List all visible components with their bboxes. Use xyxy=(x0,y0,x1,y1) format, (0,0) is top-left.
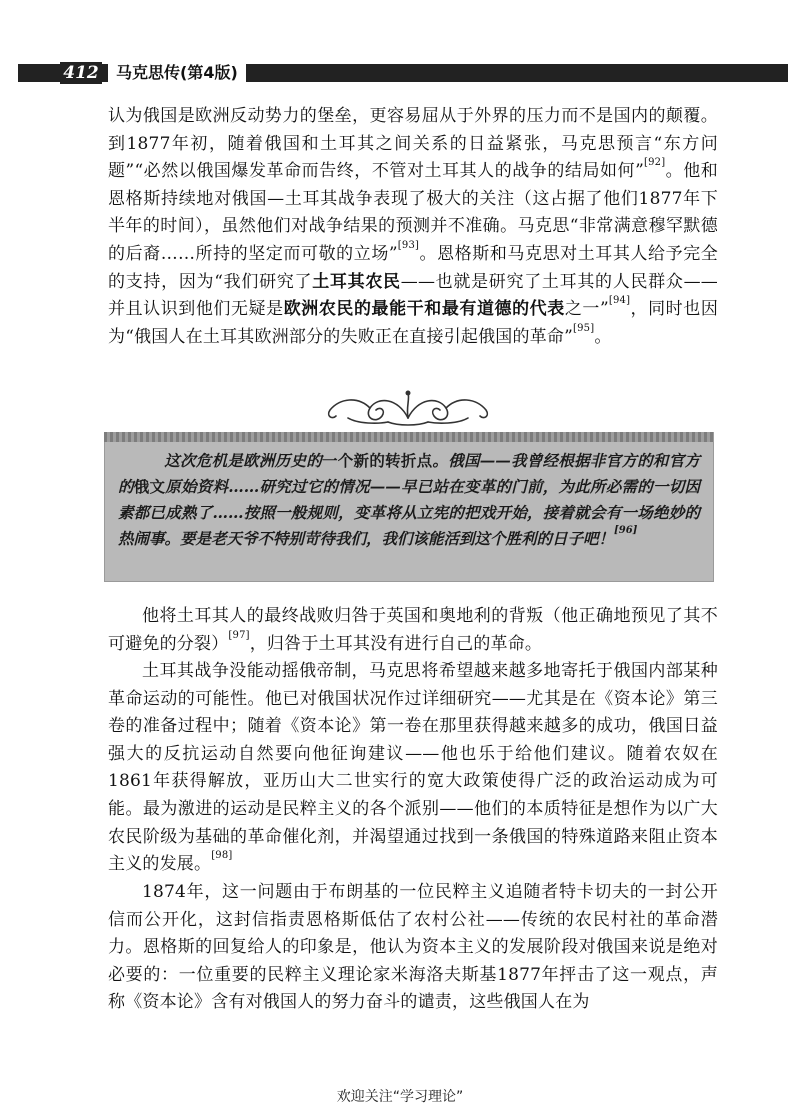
running-title: 马克思传(第4版) xyxy=(108,62,246,84)
p1-text-c: 。恩格斯和马克思对土耳其人给予完全的支持，因为“我们研究了 xyxy=(108,243,718,292)
p2-text-b: ，归咎于土耳其没有进行自己的革命。 xyxy=(249,633,543,654)
ornament-flourish-icon xyxy=(318,388,498,428)
footnote-ref-97[interactable]: [97] xyxy=(228,629,250,641)
footnote-ref-98[interactable]: [98] xyxy=(211,850,233,862)
footnote-ref-96[interactable]: [96] xyxy=(614,525,638,536)
p1-text-g: 。 xyxy=(594,326,612,347)
footnote-ref-94[interactable]: [94] xyxy=(608,295,631,307)
p1-text-b: 。他和恩格斯持续地对俄国—土耳其战争表现了极大的关注（这占据了他们1877年下半年的时间），虽然他们对战争结果的预测并不准确。马克思“非常满意穆罕默德的后裔……所持的坚定而可敬的立场” xyxy=(108,161,718,264)
footnote-ref-93[interactable]: [93] xyxy=(397,239,420,251)
p2-text-a: 他将土耳其人的最终战败归咎于英国和奥地利的背叛（他正确地预见了其不可避免的分裂） xyxy=(108,606,718,654)
p1-text-d: ——也就是研究了土耳其的人民群众——并且认识到他们无疑是 xyxy=(108,271,718,320)
quote-bold-russian: 俄文 xyxy=(133,478,166,496)
quote-bold-turning-point: 一个新的转折点 xyxy=(322,452,433,470)
footnote-ref-92[interactable]: [92] xyxy=(644,157,666,169)
footnote-ref-95[interactable]: [95] xyxy=(572,322,595,334)
paragraph-1 xyxy=(108,103,718,351)
page-number: 412 xyxy=(60,62,102,84)
p4-text-a: 1874年，这一问题由于布朗基的一位民粹主义追随者特卡切夫的一封公开信而公开化，这封信指责恩格斯低估了农村公社——传统的农民村社的革命潜力。恩格斯的回复给人的印象是，他认为资本主义的发展阶段对俄国来说是绝对必要的：一位重要的民粹主义理论家米海洛夫斯基1877年抨击了这一观点，声称《资本论》含有对俄国人的努力奋斗的谴责，这些俄国人在为 xyxy=(108,882,718,1013)
footer-text: 欢迎关注“学习理论” xyxy=(336,1089,464,1105)
p1-text-f: ，同时也因为“俄国人在土耳其欧洲部分的失败正在直接引起俄国的革命” xyxy=(108,299,719,347)
p1-bold-turkish-peasants: 土耳其农民 xyxy=(312,271,401,292)
paragraph-2 xyxy=(108,603,718,658)
quote-text-c: 原始资料……研究过它的情况——早已站在变革的门前，为此所必需的一切因素都已成熟了……按照一般规则，变革将从立宪的把戏开始，接着就会有一场绝妙的热闹事。要是老天爷不特别苛待我们，我们该能活到这个胜利的日子吧！ xyxy=(118,477,700,548)
quote-text-a: 这次危机是欧洲历史的 xyxy=(164,451,322,470)
p1-bold-european-peasants: 欧洲农民的最能干和最有道德的代表 xyxy=(283,299,565,320)
quote-text xyxy=(118,448,700,552)
quote-top-strip xyxy=(104,432,714,442)
p1-text-e: 之一” xyxy=(564,299,609,320)
quote-text-b: 。俄国——我曾经根据非官方的和官方的 xyxy=(118,451,700,496)
p3-text-a: 土耳其战争没能动摇俄帝制，马克思将希望越来越多地寄托于俄国内部某种革命运动的可能性。他已对俄国状况作过详细研究——尤其是在《资本论》第三卷的准备过程中；随着《资本论》第一卷在那里获得越来越多的成功，俄国日益强大的反抗运动自然要向他征询建议——他也乐于给他们建议。随着农奴在1861年获得解放，亚历山大二世实行的宽大政策使得广泛的政治运动成为可能。最为激进的运动是民粹主义的各个派别——他们的本质特征是想作为以广大农民阶级为基础的革命催化剂，并渴望通过找到一条俄国的特殊道路来阻止资本主义的发展。 xyxy=(108,661,718,875)
block-quote xyxy=(104,432,714,582)
p1-text-a: 认为俄国是欧洲反动势力的堡垒，更容易屈从于外界的压力而不是国内的颠覆。到1877年初，随着俄国和土耳其之间关系的日益紧张，马克思预言“东方问题”“必然以俄国爆发革命而告终，不管对土耳其人的战争的结局如何” xyxy=(108,106,718,182)
paragraph-4 xyxy=(108,879,718,1017)
paragraph-3 xyxy=(108,658,718,879)
